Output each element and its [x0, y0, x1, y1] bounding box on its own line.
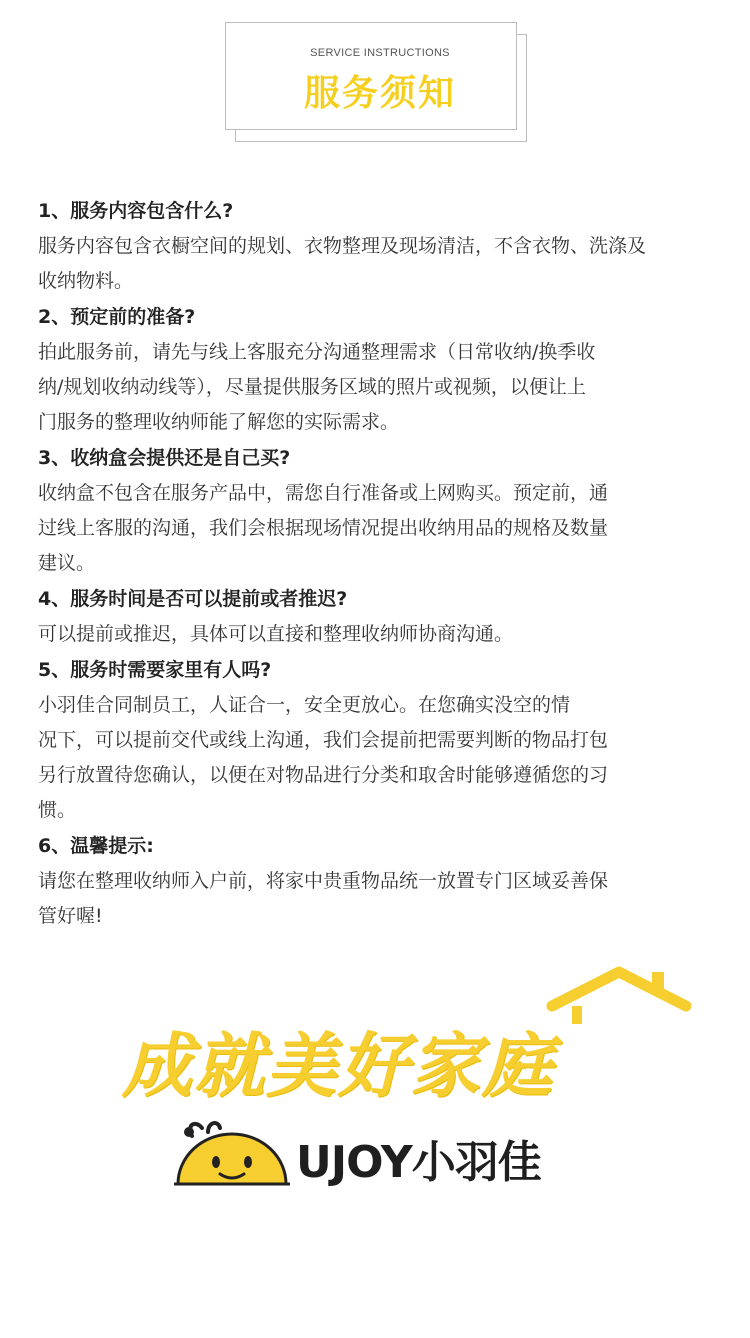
- faq-answer-line: 小羽佳合同制员工，人证合一，安全更放心。在您确实没空的情: [38, 694, 571, 716]
- page-title: 服务须知: [303, 73, 456, 114]
- faq-question: 2、预定前的准备?: [38, 306, 196, 328]
- faq-question: 6、温馨提示:: [38, 835, 154, 857]
- faq-item: [38, 299, 718, 440]
- faq-question: 3、收纳盒会提供还是自己买?: [38, 447, 291, 469]
- faq-answer: [38, 229, 718, 299]
- faq-item: [38, 193, 718, 299]
- faq-question: 5、服务时需要家里有人吗?: [38, 659, 272, 681]
- faq-answer-line: 拍此服务前，请先与线上客服充分沟通整理需求（日常收纳/换季收: [38, 341, 596, 363]
- faq-answer-line: 可以提前或推迟，具体可以直接和整理收纳师协商沟通。: [38, 623, 514, 645]
- faq-answer: [38, 688, 718, 828]
- faq-question: 4、服务时间是否可以提前或者推迟?: [38, 588, 348, 610]
- brand-logo: [172, 1118, 552, 1190]
- section-subtitle: SERVICE INSTRUCTIONS: [310, 47, 450, 59]
- faq-answer: [38, 617, 718, 652]
- faq-answer-line: 收纳物料。: [38, 270, 134, 292]
- faq-answer-line: 收纳盒不包含在服务产品中，需您自行准备或上网购买。预定前，通: [38, 482, 609, 504]
- faq-answer-line: 惯。: [38, 799, 77, 821]
- bee-mascot-icon: [172, 1118, 292, 1190]
- faq-item: [38, 828, 718, 934]
- faq-answer-line: 过线上客服的沟通，我们会根据现场情况提出收纳用品的规格及数量: [38, 517, 609, 539]
- faq-answer-line: 服务内容包含衣橱空间的规划、衣物整理及现场清洁，不含衣物、洗涤及: [38, 235, 647, 257]
- faq-answer-line: 管好喔!: [38, 905, 103, 927]
- house-roof-icon: [544, 966, 694, 1026]
- faq-list: [38, 193, 718, 934]
- faq-answer-line: 另行放置待您确认，以便在对物品进行分类和取舍时能够遵循您的习: [38, 764, 609, 786]
- title-block: [235, 34, 525, 140]
- slogan-text: 成就美好家庭: [122, 1025, 554, 1107]
- faq-item: [38, 440, 718, 581]
- brand-name: UJOY小羽佳: [296, 1137, 541, 1188]
- faq-item: [38, 652, 718, 828]
- faq-answer: [38, 864, 718, 934]
- faq-answer-line: 建议。: [38, 552, 96, 574]
- faq-answer-line: 纳/规划收纳动线等），尽量提供服务区域的照片或视频，以便让上: [38, 376, 586, 398]
- faq-question: 1、服务内容包含什么?: [38, 200, 234, 222]
- slogan-banner: [122, 1000, 612, 1107]
- faq-answer-line: 况下，可以提前交代或线上沟通，我们会提前把需要判断的物品打包: [38, 729, 609, 751]
- faq-answer: [38, 476, 718, 581]
- faq-answer: [38, 335, 718, 440]
- faq-answer-line: 门服务的整理收纳师能了解您的实际需求。: [38, 411, 400, 433]
- faq-item: [38, 581, 718, 652]
- title-frame: [225, 22, 517, 130]
- faq-answer-line: 请您在整理收纳师入户前，将家中贵重物品统一放置专门区域妥善保: [38, 870, 609, 892]
